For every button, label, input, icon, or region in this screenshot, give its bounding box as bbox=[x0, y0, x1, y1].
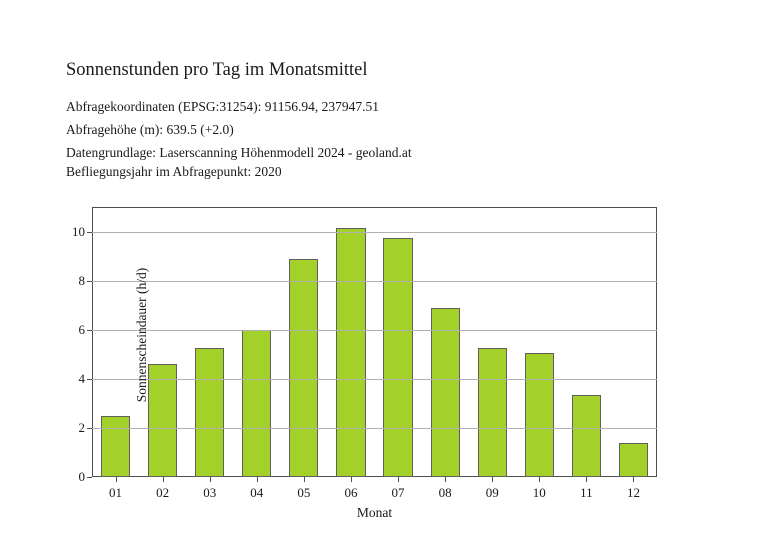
x-axis-tick-label: 06 bbox=[344, 485, 358, 500]
gridline bbox=[92, 428, 657, 429]
x-axis-tick bbox=[398, 477, 399, 482]
gridline bbox=[92, 379, 657, 380]
x-axis-tick bbox=[586, 477, 587, 482]
meta-line-datasource: Datengrundlage: Laserscanning Höhenmodell 2024 - geoland.at bbox=[66, 145, 412, 160]
x-axis-tick bbox=[539, 477, 540, 482]
x-axis-tick-label: 07 bbox=[391, 485, 405, 500]
y-axis-tick-label: 0 bbox=[78, 469, 85, 484]
x-axis-tick-label: 11 bbox=[580, 485, 593, 500]
y-axis-title: Sonnenscheindauer (h/d) bbox=[134, 267, 149, 403]
bar-series bbox=[92, 207, 657, 477]
x-axis-tick bbox=[257, 477, 258, 482]
page-title: Sonnenstunden pro Tag im Monatsmittel bbox=[66, 60, 368, 80]
x-axis-tick-label: 09 bbox=[485, 485, 499, 500]
meta-line-elevation: Abfragehöhe (m): 639.5 (+2.0) bbox=[66, 122, 234, 137]
bar bbox=[336, 228, 365, 477]
x-axis-tick bbox=[492, 477, 493, 482]
bar bbox=[383, 238, 412, 477]
x-axis-tick-label: 01 bbox=[109, 485, 123, 500]
y-axis-tick bbox=[87, 281, 92, 282]
y-axis-tick bbox=[87, 232, 92, 233]
x-axis-tick bbox=[633, 477, 634, 482]
bar bbox=[572, 395, 601, 477]
x-axis-tick-label: 10 bbox=[532, 485, 546, 500]
x-axis-tick-label: 08 bbox=[438, 485, 452, 500]
y-axis-tick-label: 4 bbox=[78, 370, 85, 386]
x-axis-tick bbox=[163, 477, 164, 482]
x-axis-tick bbox=[445, 477, 446, 482]
y-axis-tick bbox=[87, 428, 92, 429]
y-axis-tick bbox=[87, 330, 92, 331]
plot-area bbox=[92, 207, 657, 500]
meta-line-coordinates: Abfragekoordinaten (EPSG:31254): 91156.94, 237947.51 bbox=[66, 99, 379, 114]
x-axis-tick-label: 03 bbox=[203, 485, 217, 500]
bar bbox=[525, 353, 554, 477]
x-axis-tick-label: 05 bbox=[297, 485, 311, 500]
y-axis-tick-label: 10 bbox=[72, 223, 85, 239]
y-axis-tick-label: 8 bbox=[78, 272, 85, 288]
x-axis-tick-label: 02 bbox=[156, 485, 170, 500]
bar bbox=[478, 348, 507, 477]
x-axis-tick bbox=[210, 477, 211, 482]
bar bbox=[101, 416, 130, 477]
bar bbox=[289, 259, 318, 477]
bar bbox=[148, 364, 177, 477]
x-axis-tick bbox=[304, 477, 305, 482]
y-axis-tick bbox=[87, 379, 92, 380]
gridline bbox=[92, 330, 657, 331]
x-axis-tick bbox=[351, 477, 352, 482]
bar bbox=[619, 443, 648, 477]
y-axis-tick-labels bbox=[55, 207, 85, 484]
gridline bbox=[92, 232, 657, 233]
x-axis-title: Monat bbox=[356, 505, 393, 520]
x-axis-tick bbox=[116, 477, 117, 482]
y-axis-tick bbox=[87, 477, 92, 478]
y-axis-tick-label: 6 bbox=[78, 321, 85, 337]
bar bbox=[242, 330, 271, 477]
x-axis-tick-label: 04 bbox=[250, 485, 264, 500]
bar bbox=[195, 348, 224, 477]
meta-line-flightyear: Befliegungsjahr im Abfragepunkt: 2020 bbox=[66, 164, 282, 179]
x-axis-tick-label: 12 bbox=[626, 485, 640, 500]
gridline bbox=[92, 281, 657, 282]
y-axis-tick-label: 2 bbox=[78, 419, 85, 435]
bar bbox=[431, 308, 460, 477]
